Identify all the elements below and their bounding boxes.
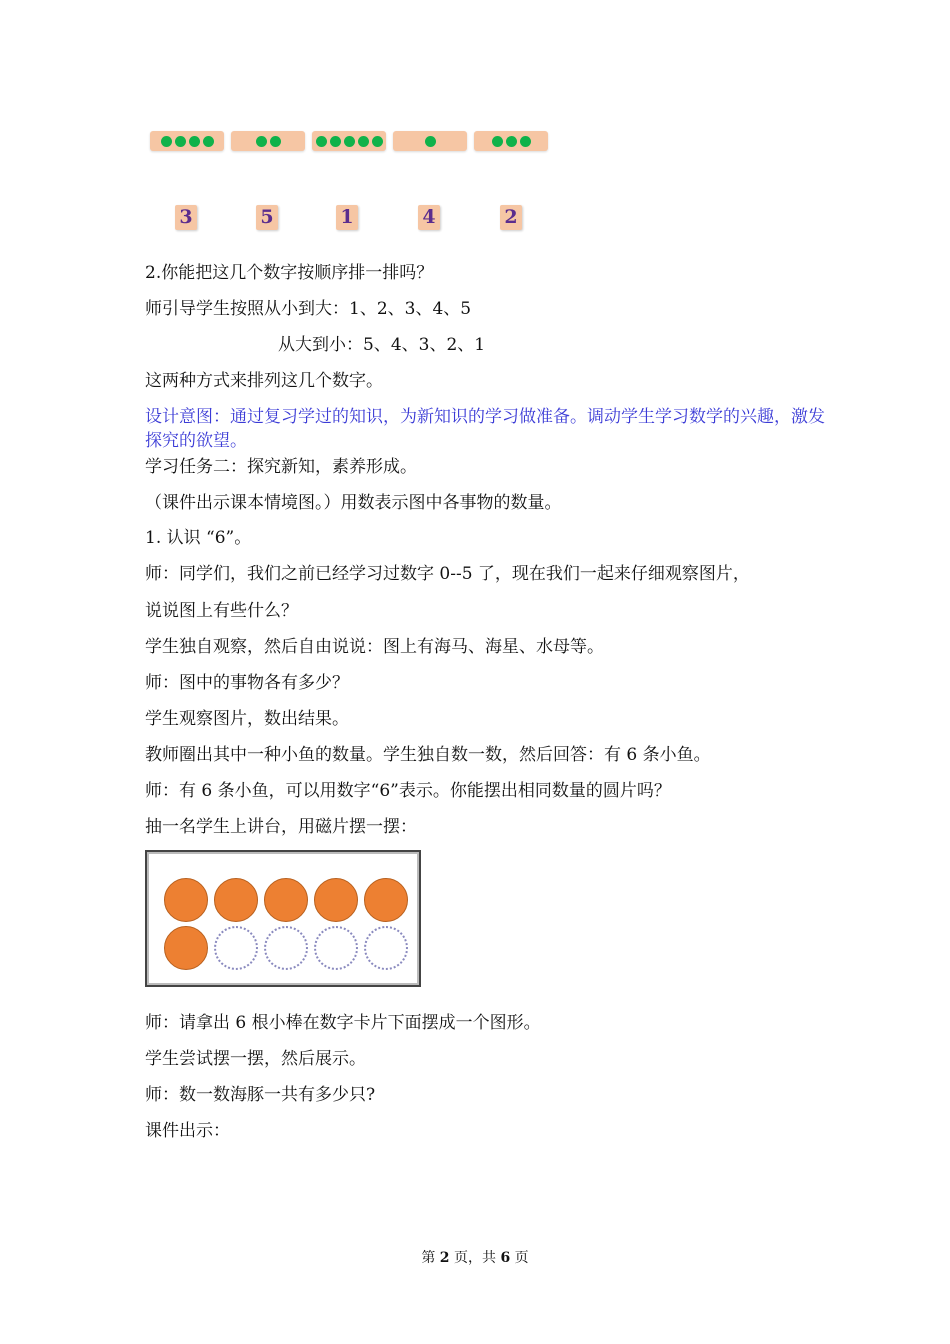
filled-magnet-disc bbox=[314, 878, 358, 922]
green-dot bbox=[270, 136, 281, 147]
footer-post: 页 bbox=[514, 1250, 529, 1266]
filled-magnet-disc bbox=[214, 878, 258, 922]
green-dot bbox=[161, 136, 172, 147]
teacher-line-3: 教师圈出其中一种小鱼的数量。学生独自数一数，然后回答：有 6 条小鱼。 bbox=[145, 745, 711, 765]
dot-bar-3 bbox=[312, 131, 386, 151]
know-six: 1. 认识 “6”。 bbox=[145, 528, 252, 548]
green-dot bbox=[330, 136, 341, 147]
empty-disc-slot bbox=[364, 926, 408, 970]
teacher-line-1: 师：同学们，我们之前已经学习过数字 0--5 了，现在我们一起来仔细观察图片， bbox=[145, 564, 750, 584]
empty-disc-slot bbox=[264, 926, 308, 970]
teacher-line-4: 师：有 6 条小鱼，可以用数字“6”表示。你能摆出相同数量的圆片吗？ bbox=[145, 781, 671, 801]
filled-magnet-disc bbox=[164, 926, 208, 970]
filled-magnet-disc bbox=[164, 878, 208, 922]
footer-mid: 页，共 bbox=[454, 1250, 496, 1266]
number-card-4: 4 bbox=[418, 205, 440, 230]
number-card-3: 1 bbox=[336, 205, 358, 230]
green-dot bbox=[425, 136, 436, 147]
design-intent: 设计意图：通过复习学过的知识，为新知识的学习做准备。调动学生学习数学的兴趣，激发探究的欲望。 bbox=[145, 407, 825, 451]
number-card-1: 3 bbox=[175, 205, 197, 230]
page-footer bbox=[0, 1247, 950, 1267]
empty-disc-slot bbox=[214, 926, 258, 970]
green-dot bbox=[358, 136, 369, 147]
green-dot bbox=[316, 136, 327, 147]
filled-magnet-disc bbox=[364, 878, 408, 922]
dot-bar-1 bbox=[150, 131, 224, 151]
green-dot bbox=[344, 136, 355, 147]
empty-disc-slot bbox=[314, 926, 358, 970]
number-card-5: 2 bbox=[500, 205, 522, 230]
teacher-guide: 师引导学生按照从小到大：1、2、3、4、5 bbox=[145, 299, 472, 319]
footer-total: 6 bbox=[500, 1250, 511, 1266]
task-2-heading: 学习任务二：探究新知，素养形成。 bbox=[145, 457, 417, 477]
green-dot bbox=[256, 136, 267, 147]
green-dot bbox=[203, 136, 214, 147]
courseware-note: （课件出示课本情境图。）用数表示图中各事物的数量。 bbox=[145, 493, 562, 513]
number-card-2: 5 bbox=[256, 205, 278, 230]
green-dot bbox=[492, 136, 503, 147]
green-dot bbox=[520, 136, 531, 147]
two-ways: 这两种方式来排列这几个数字。 bbox=[145, 371, 383, 391]
green-dot bbox=[175, 136, 186, 147]
magnet-board bbox=[145, 850, 421, 987]
question-2: 2.你能把这几个数字按顺序排一排吗？ bbox=[145, 263, 434, 283]
teacher-line-1b: 说说图上有些什么？ bbox=[145, 601, 298, 621]
student-line-4: 学生尝试摆一摆，然后展示。 bbox=[145, 1049, 366, 1069]
descending-order: 从大到小：5、4、3、2、1 bbox=[278, 335, 486, 355]
student-line-1: 学生独自观察，然后自由说说：图上有海马、海星、水母等。 bbox=[145, 637, 604, 657]
footer-pre: 第 bbox=[421, 1250, 436, 1266]
dot-bar-5 bbox=[474, 131, 548, 151]
green-dot bbox=[372, 136, 383, 147]
teacher-line-5: 师：请拿出 6 根小棒在数字卡片下面摆成一个图形。 bbox=[145, 1013, 541, 1033]
dot-bar-2 bbox=[231, 131, 305, 151]
student-line-3: 抽一名学生上讲台，用磁片摆一摆： bbox=[145, 817, 417, 837]
green-dot bbox=[506, 136, 517, 147]
dot-bar-4 bbox=[393, 131, 467, 151]
teacher-line-2: 师：图中的事物各有多少？ bbox=[145, 673, 349, 693]
courseware-show: 课件出示： bbox=[145, 1121, 230, 1141]
student-line-2: 学生观察图片，数出结果。 bbox=[145, 709, 349, 729]
filled-magnet-disc bbox=[264, 878, 308, 922]
footer-page: 2 bbox=[439, 1250, 450, 1266]
teacher-line-6: 师：数一数海豚一共有多少只? bbox=[145, 1085, 376, 1105]
green-dot bbox=[189, 136, 200, 147]
